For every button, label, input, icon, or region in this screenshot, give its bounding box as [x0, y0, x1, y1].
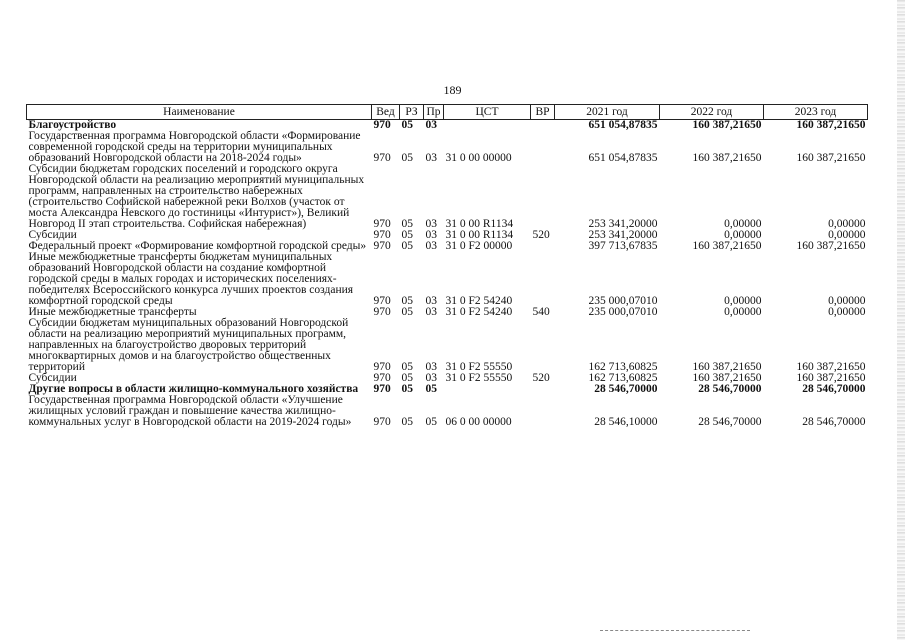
row-pr: 03: [425, 306, 437, 318]
row-rz: 05: [401, 416, 413, 428]
row-2021: 651 054,87835: [588, 119, 658, 131]
row-cst: 31 0 F2 54240: [445, 306, 513, 318]
row-vr: 540: [532, 306, 550, 318]
row-pr: 03: [425, 152, 437, 164]
row-name: Государственная программа Новгородской области «Формирование современной городской среды на территории муниципальных образований Новгородской области на 2018-2024 годы»: [28, 130, 361, 164]
row-cst: 06 0 00 00000: [445, 416, 512, 428]
row-name: Субсидии бюджетам муниципальных образований Новгородской области на реализацию мероприятий муниципальных программ, направленных на благоустройство дворовых территорий многоквартирных домов и на благоустройство общественных территорий: [28, 317, 349, 373]
row-2023: 0,00000: [828, 229, 866, 241]
row-vr: [531, 384, 555, 395]
row-ved: 970: [373, 383, 391, 395]
scan-bottom-artifact: [600, 630, 750, 632]
row-name: Государственная программа Новгородской области «Улучшение жилищных условий граждан и повышение качества жилищно-коммунальных услуг в Новгородской области на 2019-2024 годы»: [28, 394, 352, 428]
row-ved: 970: [373, 229, 391, 241]
header-pr: Пр: [424, 105, 444, 120]
page-number: 189: [443, 83, 462, 97]
row-rz: 05: [401, 306, 413, 318]
row-2023: 160 387,21650: [796, 361, 866, 373]
row-2021: 162 713,60825: [588, 361, 658, 373]
table-row: [27, 131, 868, 164]
row-rz: 05: [401, 229, 413, 241]
row-ved: 970: [373, 119, 391, 131]
row-2021: 28 546,10000: [594, 416, 658, 428]
row-pr: 03: [425, 119, 437, 131]
row-cst: 31 0 F2 55550: [445, 361, 513, 373]
row-2022: 0,00000: [724, 229, 762, 241]
header-ved: Вед: [372, 105, 400, 120]
row-cst: 31 0 00 00000: [445, 152, 512, 164]
row-2022: 0,00000: [724, 295, 762, 307]
row-2023: 160 387,21650: [796, 372, 866, 384]
row-name: Благоустройство: [28, 119, 117, 131]
row-ved: 970: [373, 152, 391, 164]
row-pr: 03: [425, 240, 437, 252]
row-2023: 0,00000: [828, 218, 866, 230]
row-rz: 05: [401, 361, 413, 373]
header-2023: 2023 год: [764, 105, 868, 120]
header-cst: ЦСТ: [444, 105, 531, 120]
row-cst: 31 0 F2 54240: [445, 295, 513, 307]
row-vr: [531, 395, 555, 428]
row-name: Субсидии бюджетам городских поселений и городского округа Новгородской области на реализацию мероприятий муниципальных программ, направленных на строительство набережных (строительство Софийской набережной реки Волхов (участок от моста Александра Невского до гостиницы «Интурист»), Великий Новгород II этап строительства. Софийская набережная): [28, 163, 365, 230]
row-cst: 31 0 F2 00000: [445, 240, 513, 252]
row-name: Субсидии: [28, 372, 77, 384]
row-ved: 970: [373, 295, 391, 307]
row-ved: 970: [373, 416, 391, 428]
row-2022: 28 546,70000: [698, 416, 762, 428]
row-2022: 160 387,21650: [692, 372, 762, 384]
row-2021: 253 341,20000: [588, 218, 658, 230]
row-2021: 651 054,87835: [588, 152, 658, 164]
row-ved: 970: [373, 372, 391, 384]
row-cst: 31 0 F2 55550: [445, 372, 513, 384]
row-2022: 160 387,21650: [692, 119, 762, 131]
table-row: [27, 318, 868, 373]
table-row: [27, 164, 868, 230]
header-rz: РЗ: [400, 105, 424, 120]
row-2021: 235 000,07010: [588, 295, 658, 307]
row-pr: 05: [425, 416, 437, 428]
row-rz: 05: [401, 295, 413, 307]
row-2023: 160 387,21650: [796, 119, 866, 131]
row-2021: 235 000,07010: [588, 306, 658, 318]
row-cst: [444, 384, 531, 395]
row-vr: 520: [532, 229, 550, 241]
row-ved: 970: [373, 361, 391, 373]
row-pr: 03: [425, 295, 437, 307]
scan-edge-artifact: [897, 0, 905, 640]
row-ved: 970: [373, 240, 391, 252]
table-row: [27, 395, 868, 428]
row-2021: 28 546,70000: [594, 383, 658, 395]
row-pr: 03: [425, 361, 437, 373]
header-name: Наименование: [27, 105, 372, 120]
row-name: Другие вопросы в области жилищно-коммунального хозяйства: [28, 383, 359, 395]
row-2021: 253 341,20000: [588, 229, 658, 241]
row-vr: [531, 131, 555, 164]
row-rz: 05: [401, 383, 413, 395]
row-cst: 31 0 00 R1134: [445, 229, 514, 241]
row-2023: 160 387,21650: [796, 240, 866, 252]
row-rz: 05: [401, 218, 413, 230]
row-name: Иные межбюджетные трансферты бюджетам муниципальных образований Новгородской области на создание комфортной городской среды в малых городах и исторических поселениях-победителях Всероссийского конкурса лучших проектов создания комфортной городской среды: [28, 251, 354, 307]
budget-table: [26, 104, 868, 428]
row-2023: 160 387,21650: [796, 152, 866, 164]
table-row: [27, 252, 868, 307]
row-pr: 03: [425, 229, 437, 241]
row-2021: 397 713,67835: [588, 240, 658, 252]
row-2023: 0,00000: [828, 295, 866, 307]
row-rz: 05: [401, 372, 413, 384]
row-vr: 520: [532, 372, 550, 384]
row-2022: 160 387,21650: [692, 361, 762, 373]
row-vr: [531, 120, 555, 132]
row-vr: [531, 318, 555, 373]
table-header-row: [27, 105, 868, 120]
row-2023: 28 546,70000: [802, 416, 866, 428]
row-2021: 162 713,60825: [588, 372, 658, 384]
row-2022: 0,00000: [724, 306, 762, 318]
row-2022: 160 387,21650: [692, 240, 762, 252]
row-2022: 160 387,21650: [692, 152, 762, 164]
header-2021: 2021 год: [555, 105, 660, 120]
row-name: Иные межбюджетные трансферты: [28, 306, 197, 318]
row-rz: 05: [401, 119, 413, 131]
row-2023: 28 546,70000: [802, 383, 866, 395]
row-rz: 05: [401, 240, 413, 252]
row-ved: 970: [373, 218, 391, 230]
header-vr: ВР: [531, 105, 555, 120]
row-vr: [531, 252, 555, 307]
row-rz: 05: [401, 152, 413, 164]
row-cst: 31 0 00 R1134: [445, 218, 514, 230]
header-2022: 2022 год: [660, 105, 764, 120]
row-2022: 0,00000: [724, 218, 762, 230]
row-2023: 0,00000: [828, 306, 866, 318]
row-pr: 05: [425, 383, 437, 395]
row-name: Федеральный проект «Формирование комфортной городской среды»: [28, 240, 367, 252]
row-ved: 970: [373, 306, 391, 318]
row-pr: 03: [425, 218, 437, 230]
row-name: Субсидии: [28, 229, 77, 241]
row-2022: 28 546,70000: [698, 383, 762, 395]
row-vr: [531, 241, 555, 252]
row-cst: [444, 120, 531, 132]
row-vr: [531, 164, 555, 230]
row-pr: 03: [425, 372, 437, 384]
